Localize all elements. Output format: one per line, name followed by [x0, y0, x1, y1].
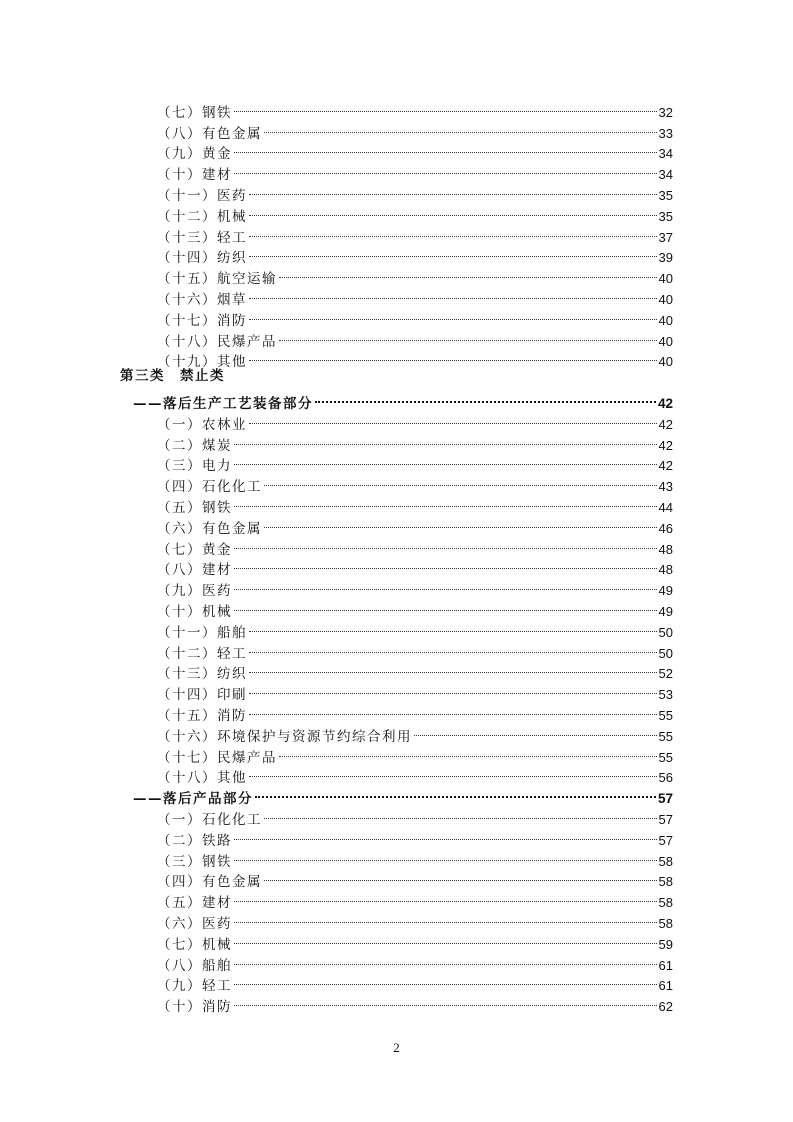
- dot-leader: [249, 699, 657, 720]
- toc-entry-page-number: 35: [658, 187, 673, 203]
- toc-entry[interactable]: [157, 741, 673, 766]
- toc-entry-page-number: 42: [658, 458, 673, 474]
- dot-leader: [264, 803, 657, 824]
- toc-entry-page-number: 61: [658, 978, 673, 994]
- toc-entry[interactable]: [157, 221, 673, 246]
- toc-entry[interactable]: [157, 262, 673, 288]
- toc-entry-label: （七）黄金: [157, 541, 232, 558]
- dot-leader: [234, 970, 657, 991]
- toc-entry-label: （一）石化化工: [157, 811, 262, 828]
- toc-entry-label: ——落后产品部分: [133, 791, 253, 808]
- toc-entry-label: （十三）轻工: [157, 229, 247, 246]
- toc-entry-page-number: 32: [658, 104, 673, 120]
- toc-entry-label: 第三类 禁止类: [120, 368, 225, 385]
- toc-entry[interactable]: [157, 491, 673, 516]
- dot-leader: [234, 158, 657, 179]
- dot-leader: [279, 325, 657, 346]
- dot-leader: [249, 221, 657, 242]
- toc-entry[interactable]: [157, 470, 673, 496]
- dot-leader: [234, 990, 657, 1011]
- toc-entry[interactable]: [157, 158, 673, 184]
- dot-leader: [264, 866, 657, 887]
- dot-leader: [264, 470, 657, 491]
- toc-entry-label: （二）铁路: [157, 832, 232, 849]
- toc-entry[interactable]: [157, 970, 673, 995]
- toc-entry[interactable]: [157, 346, 673, 371]
- toc-entry-label: （十三）纺织: [157, 666, 247, 683]
- toc-entry-label: （十）建材: [157, 167, 232, 184]
- toc-entry-label: （十四）纺织: [157, 250, 247, 267]
- dot-leader: [249, 616, 657, 637]
- toc-entry[interactable]: [157, 450, 673, 475]
- toc-entry-label: （十一）船舶: [157, 624, 247, 641]
- toc-entry-label: （十五）消防: [157, 707, 247, 724]
- toc-entry-label: （十八）其他: [157, 770, 247, 787]
- toc-entry[interactable]: [157, 200, 673, 225]
- toc-entry-page-number: 59: [658, 936, 673, 952]
- toc-entry-page-number: 48: [658, 541, 673, 557]
- dot-leader: [249, 283, 657, 304]
- toc-entry-label: （十）机械: [157, 603, 232, 620]
- toc-entry-label: （六）医药: [157, 915, 232, 932]
- toc-entry[interactable]: [157, 866, 673, 891]
- toc-entry-label: （四）有色金属: [157, 874, 262, 891]
- toc-entry-page-number: 34: [658, 167, 673, 183]
- toc-entry-page-number: 44: [658, 499, 673, 515]
- dot-leader: [249, 242, 657, 263]
- toc-entry-page-number: 53: [658, 687, 673, 703]
- toc-entry-page-number: 57: [657, 791, 673, 807]
- toc-entry-page-number: 40: [658, 333, 673, 349]
- dot-leader: [249, 304, 657, 325]
- toc-entry[interactable]: [157, 678, 673, 704]
- toc-entry-page-number: 42: [658, 416, 673, 432]
- toc-entry[interactable]: [157, 803, 673, 828]
- dot-leader: [249, 408, 657, 429]
- toc-entry-label: ——落后生产工艺装备部分: [133, 395, 313, 412]
- dot-leader: [234, 949, 657, 970]
- toc-entry-label: （九）医药: [157, 583, 232, 600]
- dot-leader: [249, 658, 657, 679]
- toc-entry-label: （十五）航空运输: [157, 271, 277, 288]
- dot-leader: [234, 907, 657, 928]
- toc-entry[interactable]: [157, 179, 673, 204]
- dot-leader: [315, 387, 656, 408]
- toc-entry-page-number: 35: [658, 208, 673, 224]
- toc-entry-page-number: 50: [658, 624, 673, 640]
- toc-entry-page-number: 40: [658, 291, 673, 307]
- toc-entry-label: （十）消防: [157, 999, 232, 1016]
- toc-entry[interactable]: [157, 325, 673, 350]
- toc-entry[interactable]: [157, 138, 673, 163]
- toc-entry[interactable]: [157, 512, 673, 537]
- toc-entry[interactable]: [157, 242, 673, 267]
- toc-entry[interactable]: [157, 845, 673, 870]
- toc-entry[interactable]: [157, 595, 673, 620]
- toc-entry-label: （七）钢铁: [157, 104, 232, 121]
- toc-entry-label: （五）建材: [157, 895, 232, 912]
- dot-leader: [255, 782, 656, 803]
- toc-entry[interactable]: [157, 96, 673, 121]
- toc-entry[interactable]: [157, 886, 673, 912]
- toc-entry[interactable]: [157, 304, 673, 329]
- dot-leader: [234, 928, 657, 949]
- toc-entry-page-number: 58: [658, 874, 673, 890]
- toc-entry-label: （十七）消防: [157, 312, 247, 329]
- toc-entry-page-number: 57: [658, 832, 673, 848]
- toc-entry[interactable]: [157, 429, 673, 454]
- dot-leader: [234, 845, 657, 866]
- toc-entry[interactable]: [157, 762, 673, 787]
- toc-entry-page-number: 55: [658, 749, 673, 765]
- toc-entry[interactable]: [157, 907, 673, 932]
- dot-leader: [234, 595, 657, 616]
- dot-leader: [279, 262, 657, 283]
- toc-entry[interactable]: [157, 117, 673, 142]
- toc-entry-label: （五）钢铁: [157, 499, 232, 516]
- toc-entry[interactable]: [157, 824, 673, 849]
- toc-entry-label: （十二）轻工: [157, 645, 247, 662]
- toc-entry[interactable]: [157, 574, 673, 600]
- toc-entry-label: （三）电力: [157, 458, 232, 475]
- toc-entry-label: （九）轻工: [157, 978, 232, 995]
- toc-entry-page-number: 49: [658, 603, 673, 619]
- dot-leader: [234, 138, 657, 159]
- toc-entry-page-number: 58: [658, 853, 673, 869]
- toc-entry-page-number: 57: [658, 811, 673, 827]
- toc-entry[interactable]: [157, 408, 673, 433]
- toc-entry-label: （十八）民爆产品: [157, 333, 277, 350]
- toc-entry-label: （十六）烟草: [157, 291, 247, 308]
- toc-entry-label: （八）船舶: [157, 957, 232, 974]
- dot-leader: [264, 512, 657, 533]
- dot-leader: [249, 346, 657, 367]
- toc-entry-page-number: 55: [658, 707, 673, 723]
- toc-entry[interactable]: [157, 699, 673, 724]
- toc-entry[interactable]: [157, 616, 673, 641]
- toc-entry[interactable]: [157, 990, 673, 1016]
- toc-entry-page-number: 62: [658, 999, 673, 1015]
- toc-entry-page-number: 42: [657, 395, 673, 411]
- toc-entry-label: （四）石化化工: [157, 479, 262, 496]
- dot-leader: [249, 200, 657, 221]
- toc-entry-page-number: 46: [658, 520, 673, 536]
- toc-entry-page-number: 34: [658, 146, 673, 162]
- dot-leader: [234, 574, 657, 595]
- toc-entry-page-number: 61: [658, 957, 673, 973]
- toc-entry-page-number: 40: [658, 271, 673, 287]
- dot-leader: [234, 450, 657, 471]
- dot-leader: [234, 554, 657, 575]
- toc-category-heading[interactable]: [120, 366, 673, 387]
- toc-entry-page-number: 40: [658, 354, 673, 370]
- dot-leader: [414, 720, 657, 741]
- toc-entry-label: （十九）其他: [157, 354, 247, 371]
- toc-entry-label: （十七）民爆产品: [157, 749, 277, 766]
- toc-entry-page-number: 33: [658, 125, 673, 141]
- toc-entry[interactable]: [157, 720, 673, 745]
- toc-section-entry[interactable]: [133, 782, 673, 808]
- dot-leader: [249, 179, 657, 200]
- toc-entry-page-number: 48: [658, 562, 673, 578]
- dot-leader: [234, 886, 657, 907]
- toc-entry-page-number: 56: [658, 770, 673, 786]
- dot-leader: [234, 491, 657, 512]
- toc-entry-page-number: 58: [658, 915, 673, 931]
- toc-entry-label: （九）黄金: [157, 146, 232, 163]
- toc-entry-label: （十二）机械: [157, 208, 247, 225]
- dot-leader: [234, 533, 657, 554]
- toc-entry[interactable]: [157, 658, 673, 683]
- dot-leader: [234, 429, 657, 450]
- toc-entry-label: （三）钢铁: [157, 853, 232, 870]
- toc-entry[interactable]: [157, 554, 673, 579]
- toc-entry[interactable]: [157, 949, 673, 974]
- dot-leader: [249, 637, 657, 658]
- toc-entry-label: （六）有色金属: [157, 520, 262, 537]
- dot-leader: [249, 762, 657, 783]
- toc-entry[interactable]: [157, 928, 673, 953]
- toc-entry-page-number: 37: [658, 229, 673, 245]
- dot-leader: [264, 117, 657, 138]
- dot-leader: [249, 678, 657, 699]
- toc-entry-label: （八）有色金属: [157, 125, 262, 142]
- toc-entry-label: （二）煤炭: [157, 437, 232, 454]
- toc-entry-page-number: 55: [658, 728, 673, 744]
- toc-entry-label: （十四）印刷: [157, 687, 247, 704]
- toc-entry[interactable]: [157, 283, 673, 308]
- toc-entry-page-number: 49: [658, 583, 673, 599]
- toc-entry-page-number: 42: [658, 437, 673, 453]
- toc-entry-label: （一）农林业: [157, 416, 247, 433]
- toc-entry-label: （十一）医药: [157, 187, 247, 204]
- toc-entry-page-number: 50: [658, 645, 673, 661]
- toc-entry-page-number: 40: [658, 312, 673, 328]
- toc-entry-label: （十六）环境保护与资源节约综合利用: [157, 728, 412, 745]
- dot-leader: [279, 741, 657, 762]
- page-number-footer: 2: [393, 1040, 400, 1055]
- toc-entry[interactable]: [157, 637, 673, 662]
- dot-leader: [234, 96, 657, 117]
- toc-entry-page-number: 58: [658, 895, 673, 911]
- toc-entry-page-number: 43: [658, 479, 673, 495]
- dot-leader: [234, 824, 657, 845]
- toc-entry-label: （八）建材: [157, 562, 232, 579]
- toc-entry-page-number: 39: [658, 250, 673, 266]
- toc-entry-label: （七）机械: [157, 936, 232, 953]
- toc-entry[interactable]: [157, 533, 673, 558]
- toc-section-entry[interactable]: [133, 387, 673, 412]
- toc-entry-page-number: 52: [658, 666, 673, 682]
